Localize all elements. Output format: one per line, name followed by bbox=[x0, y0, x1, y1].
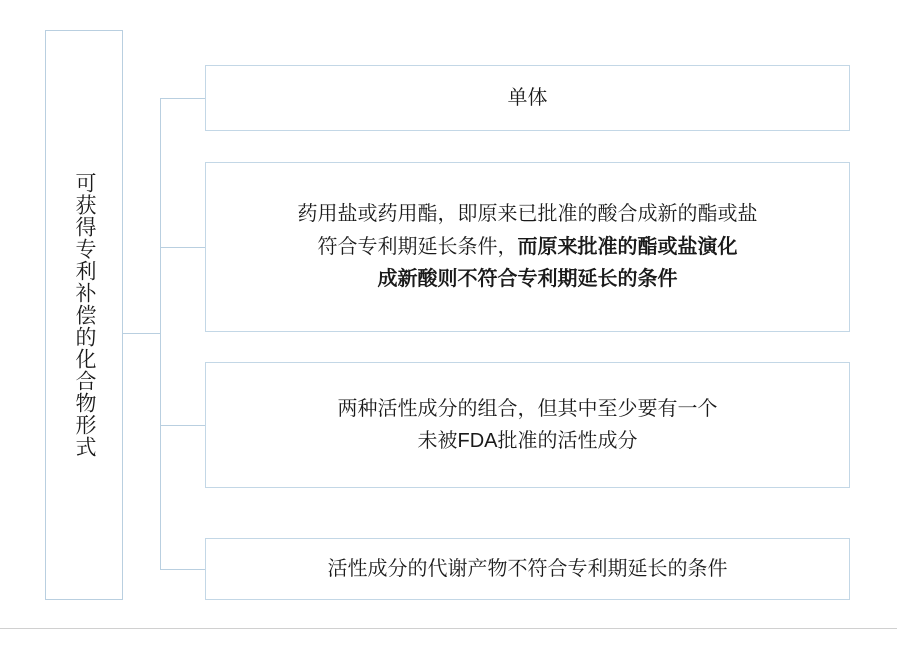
bottom-divider bbox=[0, 628, 897, 629]
tree-node-3-line-2: 未被FDA批准的活性成分 bbox=[417, 430, 638, 452]
root-node bbox=[45, 30, 123, 600]
tree-node-2-line-3: 成新酸则不符合专利期延长的条件 bbox=[377, 268, 678, 291]
tree-node-3 bbox=[205, 362, 850, 488]
connector-trunk bbox=[160, 98, 161, 569]
tree-node-1-line-1: 单体 bbox=[507, 86, 548, 109]
tree-node-3-line-1: 两种活性成分的组合，但其中至少要有一个 bbox=[337, 397, 718, 420]
connector-branch-4 bbox=[160, 569, 206, 570]
tree-node-2-line-2 bbox=[218, 231, 837, 263]
root-node-label: 可获得专利补偿的化合物形式 bbox=[73, 172, 97, 458]
connector-branch-1 bbox=[160, 98, 206, 99]
connector-branch-3 bbox=[160, 425, 206, 426]
tree-node-1 bbox=[205, 65, 850, 131]
tree-node-2-line-2-emphasis: 而原来批准的酯或盐演化 bbox=[517, 235, 738, 258]
connector-root-stem bbox=[123, 333, 161, 334]
connector-branch-2 bbox=[160, 247, 206, 248]
tree-node-2-line-2-plain: 符合专利期延长条件， bbox=[317, 235, 518, 258]
tree-node-4-line-1: 活性成分的代谢产物不符合专利期延长的条件 bbox=[327, 557, 728, 580]
tree-node-4 bbox=[205, 538, 850, 600]
tree-node-2 bbox=[205, 162, 850, 332]
tree-node-2-line-1: 药用盐或药用酯，即原来已批准的酸合成新的酯或盐 bbox=[297, 203, 758, 226]
